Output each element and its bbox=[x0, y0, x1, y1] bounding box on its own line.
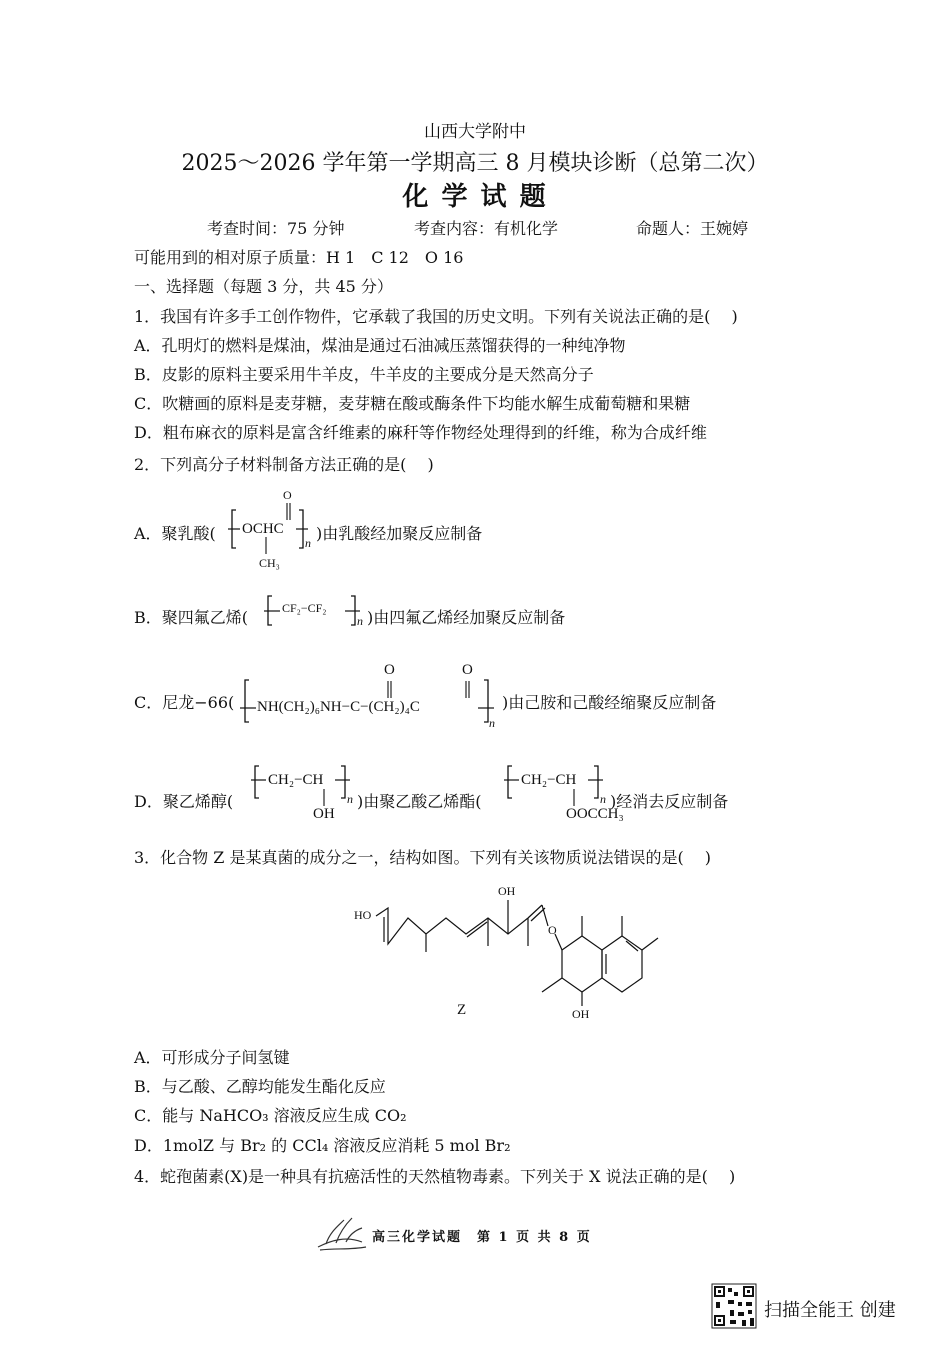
q3-option-d: D．1molZ 与 Br₂ 的 CCl₄ 溶液反应消耗 5 mol Br₂ bbox=[134, 1136, 511, 1155]
exam-content: 考查内容：有机化学 bbox=[414, 219, 559, 238]
q2-a-methyl: CH₃ bbox=[259, 556, 280, 570]
footer-page-info: 高三化学试题 第 1 页 共 8 页 bbox=[372, 1230, 592, 1245]
q2-a-text: )由乳酸经加聚反应制备 bbox=[316, 524, 483, 543]
q1-option-c: C．吹糖画的原料是麦芽糖，麦芽糖在酸或酶条件下均能水解生成葡萄糖和果糖 bbox=[134, 394, 691, 413]
exam-author: 命题人：王婉婷 bbox=[636, 219, 749, 238]
q2-a-oxygen: O bbox=[283, 488, 292, 502]
q2-c-oxygen-1: O bbox=[384, 662, 395, 678]
q2-d-n-2: n bbox=[600, 792, 606, 806]
q4-stem: 4．蛇孢菌素(X)是一种具有抗癌活性的天然植物毒素。下列关于 X 说法正确的是( ) bbox=[134, 1167, 736, 1186]
section-title: 一、选择题（每题 3 分，共 45 分） bbox=[134, 277, 393, 296]
exam-title: 2025～2026 学年第一学期高三 8 月模块诊断（总第二次） bbox=[181, 151, 769, 176]
q2-d-text: )经消去反应制备 bbox=[610, 792, 729, 811]
q3-option-b: B．与乙酸、乙醇均能发生酯化反应 bbox=[134, 1077, 386, 1096]
q1-option-b: B．皮影的原料主要采用牛羊皮，牛羊皮的主要成分是天然高分子 bbox=[134, 365, 594, 384]
q2-a-formula: OCHC bbox=[242, 521, 284, 537]
q2-d-formula-2: CH₂−CH bbox=[521, 772, 577, 788]
q3-option-a: A．可形成分子间氢键 bbox=[134, 1048, 290, 1067]
struct-hydroxyl-bottom: OH bbox=[572, 1007, 590, 1021]
struct-hydroxyl-top: OH bbox=[498, 884, 516, 898]
q2-c-text: )由己胺和己酸经缩聚反应制备 bbox=[502, 693, 717, 712]
subject-title: 化 学 试 题 bbox=[402, 182, 548, 212]
q2-option-d-label: D．聚乙烯醇( bbox=[134, 792, 234, 811]
q2-b-formula: CF₂−CF₂ bbox=[282, 601, 327, 615]
q2-option-c-label: C．尼龙−66( bbox=[134, 693, 235, 712]
q2-a-n: n bbox=[305, 536, 311, 550]
q2-d-n-1: n bbox=[347, 792, 353, 806]
q1-option-d: D．粗布麻衣的原料是富含纤维素的麻秆等作物经处理得到的纤维，称为合成纤维 bbox=[134, 423, 707, 442]
q2-c-oxygen-2: O bbox=[462, 662, 473, 678]
struct-hydroxyl-acid: HO bbox=[354, 908, 372, 922]
q2-b-n: n bbox=[357, 614, 363, 628]
watermark-text: 扫描全能王 创建 bbox=[764, 1300, 896, 1321]
q2-b-text: )由四氟乙烯经加聚反应制备 bbox=[367, 608, 566, 627]
school-name: 山西大学附中 bbox=[424, 122, 526, 142]
q2-c-formula: NH(CH₂)₆NH−C−(CH₂)₄C bbox=[257, 699, 420, 715]
q2-c-n: n bbox=[489, 716, 495, 730]
q2-option-a-label: A．聚乳酸( bbox=[134, 524, 216, 543]
atomic-masses: 可能用到的相对原子质量：H 1 C 12 O 16 bbox=[134, 248, 464, 267]
q2-d-acetate: OOCCH₃ bbox=[566, 806, 624, 822]
q1-stem: 1．我国有许多手工创作物件，它承载了我国的历史文明。下列有关说法正确的是( ) bbox=[134, 307, 738, 326]
exam-time: 考查时间：75 分钟 bbox=[207, 219, 345, 238]
q2-d-formula-1: CH₂−CH bbox=[268, 772, 324, 788]
q2-d-mid-text: )由聚乙酸乙烯酯( bbox=[357, 792, 482, 811]
struct-ester-oxygen: O bbox=[548, 923, 557, 937]
q1-option-a: A．孔明灯的燃料是煤油，煤油是通过石油减压蒸馏获得的一种纯净物 bbox=[134, 336, 626, 355]
q2-option-b-label: B．聚四氟乙烯( bbox=[134, 608, 249, 627]
q2-d-hydroxyl: OH bbox=[313, 806, 335, 822]
q2-stem: 2．下列高分子材料制备方法正确的是( ) bbox=[134, 455, 434, 474]
struct-label-z: Z bbox=[457, 1002, 467, 1018]
q3-stem: 3．化合物 Z 是某真菌的成分之一，结构如图。下列有关该物质说法错误的是( ) bbox=[134, 848, 712, 867]
q3-option-c: C．能与 NaHCO₃ 溶液反应生成 CO₂ bbox=[134, 1106, 407, 1125]
